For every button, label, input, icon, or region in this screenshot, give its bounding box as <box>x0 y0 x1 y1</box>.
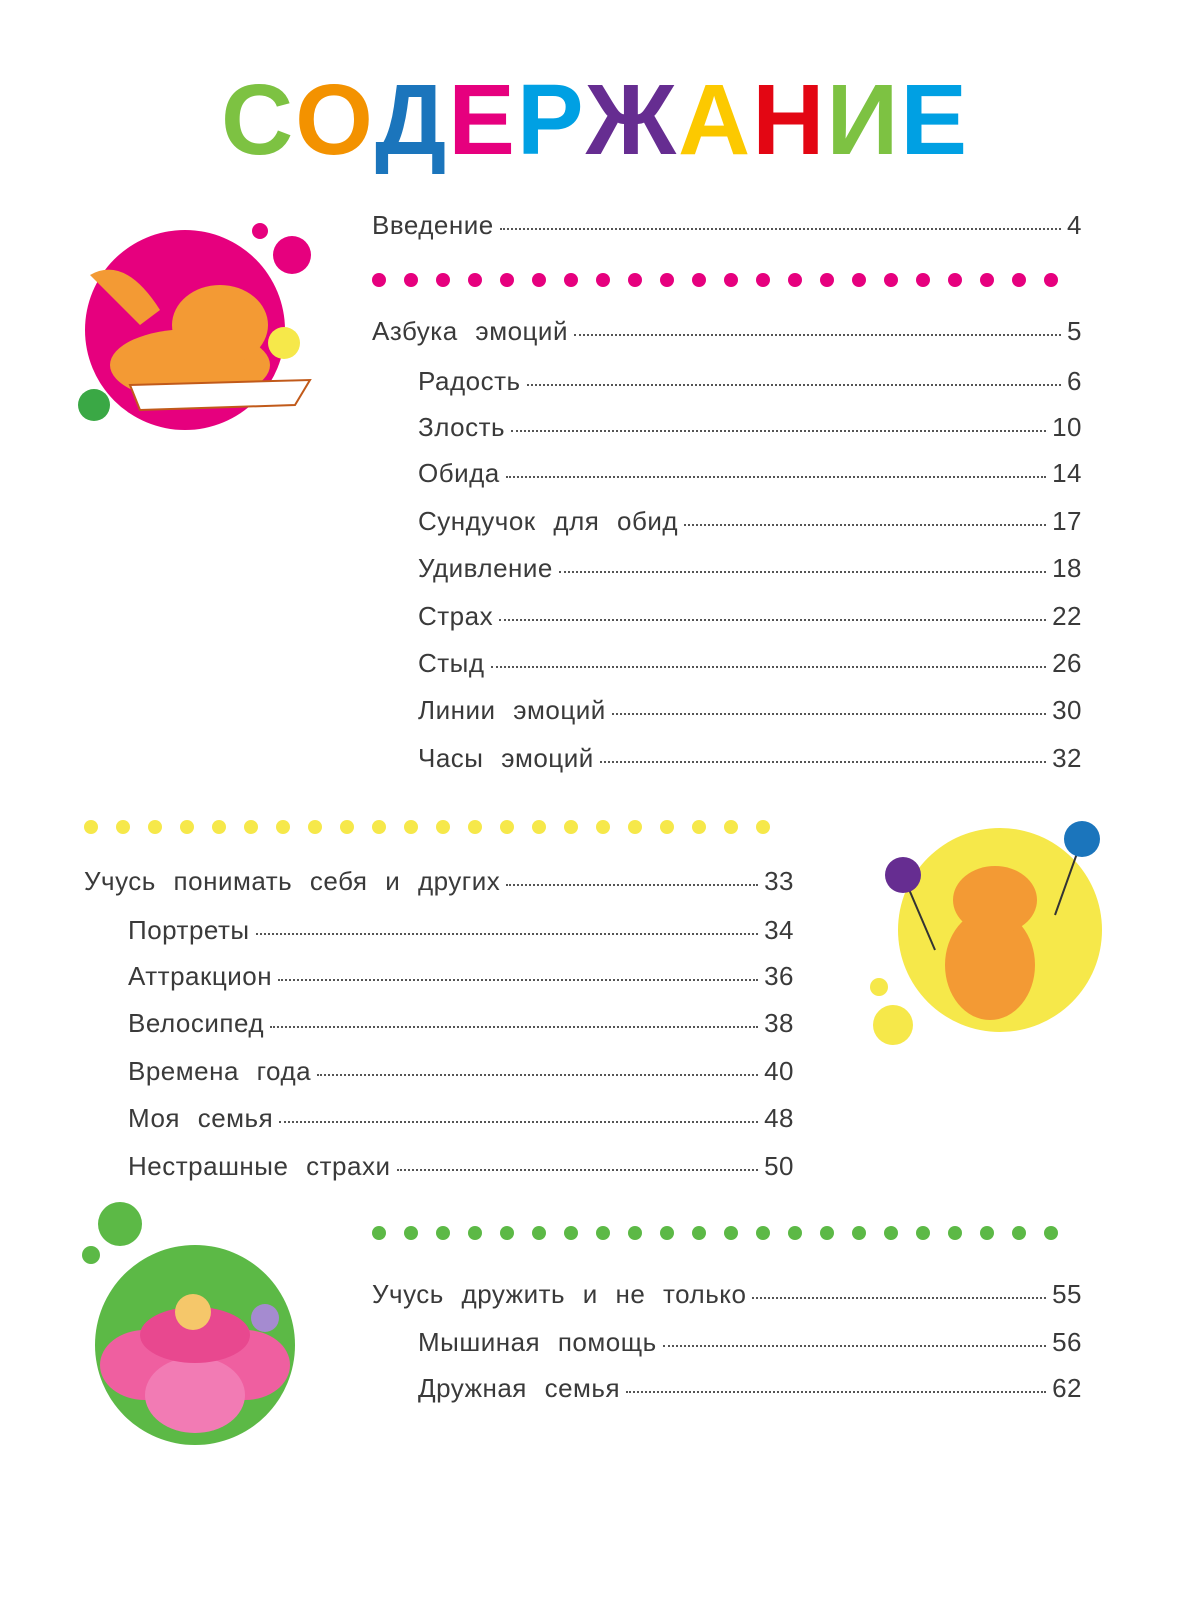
toc-label: Моя семья <box>128 1103 274 1133</box>
toc-label: Учусь понимать себя и других <box>84 866 501 896</box>
cat-head <box>172 285 268 365</box>
toc-entry[interactable] <box>418 695 1082 726</box>
toc-page: 26 <box>1052 648 1082 678</box>
divider-dot <box>436 820 450 834</box>
flower-center <box>175 1294 211 1330</box>
toc-label: Нестрашные страхи <box>128 1151 391 1181</box>
divider-dot <box>916 273 930 287</box>
divider-dot <box>916 1226 930 1240</box>
divider-dot <box>276 820 290 834</box>
divider-dot <box>404 820 418 834</box>
divider-dot <box>820 273 834 287</box>
toc-label: Портреты <box>128 915 250 945</box>
lollipop-icon <box>1064 821 1100 857</box>
divider-dot <box>756 273 770 287</box>
toc-entry[interactable] <box>128 1151 794 1182</box>
toc-label: Дружная семья <box>418 1373 621 1403</box>
divider-dot <box>628 273 642 287</box>
toc-page: 5 <box>1067 316 1082 346</box>
divider-dot <box>596 1226 610 1240</box>
toc-leader <box>559 571 1046 573</box>
divider-dot <box>308 820 322 834</box>
toc-entry[interactable] <box>418 553 1082 584</box>
divider-dot <box>980 273 994 287</box>
toc-leader <box>574 334 1061 336</box>
toc-entry[interactable] <box>418 601 1082 632</box>
dot-divider-yellow <box>84 820 770 834</box>
toc-leader <box>506 476 1046 478</box>
divider-dot <box>692 1226 706 1240</box>
divider-dot <box>628 1226 642 1240</box>
decor-dot <box>873 1005 913 1045</box>
title-letter: Ж <box>585 64 679 176</box>
toc-page: 33 <box>764 866 794 896</box>
divider-dot <box>852 273 866 287</box>
divider-dot <box>404 273 418 287</box>
divider-dot <box>788 273 802 287</box>
divider-dot <box>596 273 610 287</box>
toc-label: Обида <box>418 458 500 488</box>
toc-leader <box>600 761 1046 763</box>
toc-page: 14 <box>1052 458 1082 488</box>
flower-petal <box>145 1357 245 1433</box>
toc-leader <box>256 933 758 935</box>
divider-dot <box>1012 1226 1026 1240</box>
toc-entry[interactable] <box>418 743 1082 774</box>
toc-page: 6 <box>1067 366 1082 396</box>
toc-leader <box>500 228 1061 230</box>
divider-dot <box>148 820 162 834</box>
title-letter: Е <box>900 64 970 176</box>
toc-label: Удивление <box>418 553 553 583</box>
divider-dot <box>84 820 98 834</box>
toc-page: 18 <box>1052 553 1082 583</box>
divider-dot <box>500 1226 514 1240</box>
divider-dot <box>660 820 674 834</box>
toc-page: 34 <box>764 915 794 945</box>
divider-dot <box>1044 1226 1058 1240</box>
divider-dot <box>660 1226 674 1240</box>
toc-leader <box>612 713 1046 715</box>
toc-entry[interactable] <box>418 412 1082 443</box>
toc-entry[interactable] <box>418 366 1082 397</box>
toc-entry-intro[interactable] <box>372 210 1082 241</box>
divider-dot <box>532 820 546 834</box>
toc-entry[interactable] <box>128 1103 794 1134</box>
divider-dot <box>532 273 546 287</box>
toc-page: 48 <box>764 1103 794 1133</box>
divider-dot <box>372 273 386 287</box>
toc-entry[interactable] <box>418 648 1082 679</box>
title-letter: Р <box>516 64 586 176</box>
toc-page: 62 <box>1052 1373 1082 1403</box>
toc-label: Злость <box>418 412 506 442</box>
divider-dot <box>212 820 226 834</box>
divider-dot <box>404 1226 418 1240</box>
toc-leader <box>511 430 1046 432</box>
divider-dot <box>500 820 514 834</box>
divider-dot <box>756 1226 770 1240</box>
toc-section-title[interactable] <box>84 866 794 897</box>
divider-dot <box>500 273 514 287</box>
divider-dot <box>724 820 738 834</box>
mouse-icon <box>251 1304 279 1332</box>
title-letter: С <box>220 64 296 176</box>
toc-label: Стыд <box>418 648 485 678</box>
toc-page: 17 <box>1052 506 1082 536</box>
toc-leader <box>278 979 758 981</box>
toc-leader <box>527 384 1062 386</box>
toc-page: 22 <box>1052 601 1082 631</box>
toc-label: Часы эмоций <box>418 743 594 773</box>
title-letter: О <box>295 64 375 176</box>
toc-entry[interactable] <box>418 458 1082 489</box>
divider-dot <box>244 820 258 834</box>
toc-page: 38 <box>764 1008 794 1038</box>
toc-label: Введение <box>372 210 494 240</box>
title-letter: Д <box>374 64 449 176</box>
title-letter: А <box>678 64 753 176</box>
divider-dot <box>820 1226 834 1240</box>
divider-dot <box>596 820 610 834</box>
divider-dot <box>884 1226 898 1240</box>
divider-dot <box>340 820 354 834</box>
toc-page: 50 <box>764 1151 794 1181</box>
divider-dot <box>980 1226 994 1240</box>
divider-dot <box>532 1226 546 1240</box>
toc-page: 56 <box>1052 1327 1082 1357</box>
divider-dot <box>660 273 674 287</box>
toc-leader <box>663 1345 1046 1347</box>
divider-dot <box>884 273 898 287</box>
toc-label: Учусь дружить и не только <box>372 1279 747 1309</box>
divider-dot <box>692 820 706 834</box>
lollipop-icon <box>885 857 921 893</box>
toc-section-title[interactable] <box>372 316 1082 347</box>
divider-dot <box>564 820 578 834</box>
flower-illustration <box>75 1200 335 1460</box>
toc-leader <box>752 1297 1046 1299</box>
toc-page: 40 <box>764 1056 794 1086</box>
title-letter: Е <box>448 64 517 176</box>
divider-dot <box>468 273 482 287</box>
divider-dot <box>564 1226 578 1240</box>
divider-dot <box>372 820 386 834</box>
toc-entry[interactable] <box>128 1056 794 1087</box>
divider-dot <box>468 820 482 834</box>
title-letter: Н <box>752 64 827 176</box>
cat-lollipops-illustration <box>865 815 1115 1055</box>
divider-dot <box>692 273 706 287</box>
toc-leader <box>397 1169 759 1171</box>
decor-dot <box>870 978 888 996</box>
toc-label: Аттракцион <box>128 961 273 991</box>
toc-page: 32 <box>1052 743 1082 773</box>
toc-leader <box>270 1026 758 1028</box>
toc-page: 4 <box>1067 210 1082 240</box>
toc-label: Азбука эмоций <box>372 316 568 346</box>
toc-leader <box>279 1121 758 1123</box>
book-icon <box>130 380 310 410</box>
toc-section-title[interactable] <box>372 1279 1082 1310</box>
toc-leader <box>684 524 1046 526</box>
yellow-blob-icon <box>268 327 300 359</box>
toc-leader <box>491 666 1047 668</box>
toc-entry[interactable] <box>418 506 1082 537</box>
divider-dot <box>852 1226 866 1240</box>
divider-dot <box>564 273 578 287</box>
divider-dot <box>372 1226 386 1240</box>
decor-dot <box>252 223 268 239</box>
dot-divider-green <box>372 1226 1058 1240</box>
toc-label: Сундучок для обид <box>418 506 679 536</box>
divider-dot <box>436 273 450 287</box>
toc-leader <box>499 619 1046 621</box>
dot-divider-magenta <box>372 273 1058 287</box>
toc-entry[interactable] <box>128 961 794 992</box>
divider-dot <box>468 1226 482 1240</box>
divider-dot <box>180 820 194 834</box>
divider-dot <box>116 820 130 834</box>
divider-dot <box>1012 273 1026 287</box>
toc-label: Страх <box>418 601 494 631</box>
toc-page: 10 <box>1052 412 1082 442</box>
cat-reading-illustration <box>70 215 330 445</box>
toc-leader <box>506 884 758 886</box>
decor-dot <box>82 1246 100 1264</box>
divider-dot <box>948 1226 962 1240</box>
toc-leader <box>317 1074 758 1076</box>
toc-label: Времена года <box>128 1056 312 1086</box>
green-blob-icon <box>78 389 110 421</box>
divider-dot <box>948 273 962 287</box>
divider-dot <box>436 1226 450 1240</box>
divider-dot <box>788 1226 802 1240</box>
toc-label: Велосипед <box>128 1008 265 1038</box>
divider-dot <box>1044 273 1058 287</box>
toc-entry[interactable] <box>418 1373 1082 1404</box>
toc-label: Мышиная помощь <box>418 1327 657 1357</box>
toc-page: 36 <box>764 961 794 991</box>
toc-page: 30 <box>1052 695 1082 725</box>
toc-entry[interactable] <box>418 1327 1082 1358</box>
toc-entry[interactable] <box>128 1008 794 1039</box>
divider-dot <box>628 820 642 834</box>
toc-entry[interactable] <box>128 915 794 946</box>
cat-head <box>953 866 1037 934</box>
toc-label: Радость <box>418 366 521 396</box>
toc-label: Линии эмоций <box>418 695 606 725</box>
divider-dot <box>724 273 738 287</box>
title-letter: И <box>826 64 901 176</box>
toc-page: 55 <box>1052 1279 1082 1309</box>
divider-dot <box>724 1226 738 1240</box>
page-title <box>0 64 1190 176</box>
decor-dot <box>273 236 311 274</box>
toc-leader <box>626 1391 1046 1393</box>
divider-dot <box>756 820 770 834</box>
decor-dot <box>98 1202 142 1246</box>
